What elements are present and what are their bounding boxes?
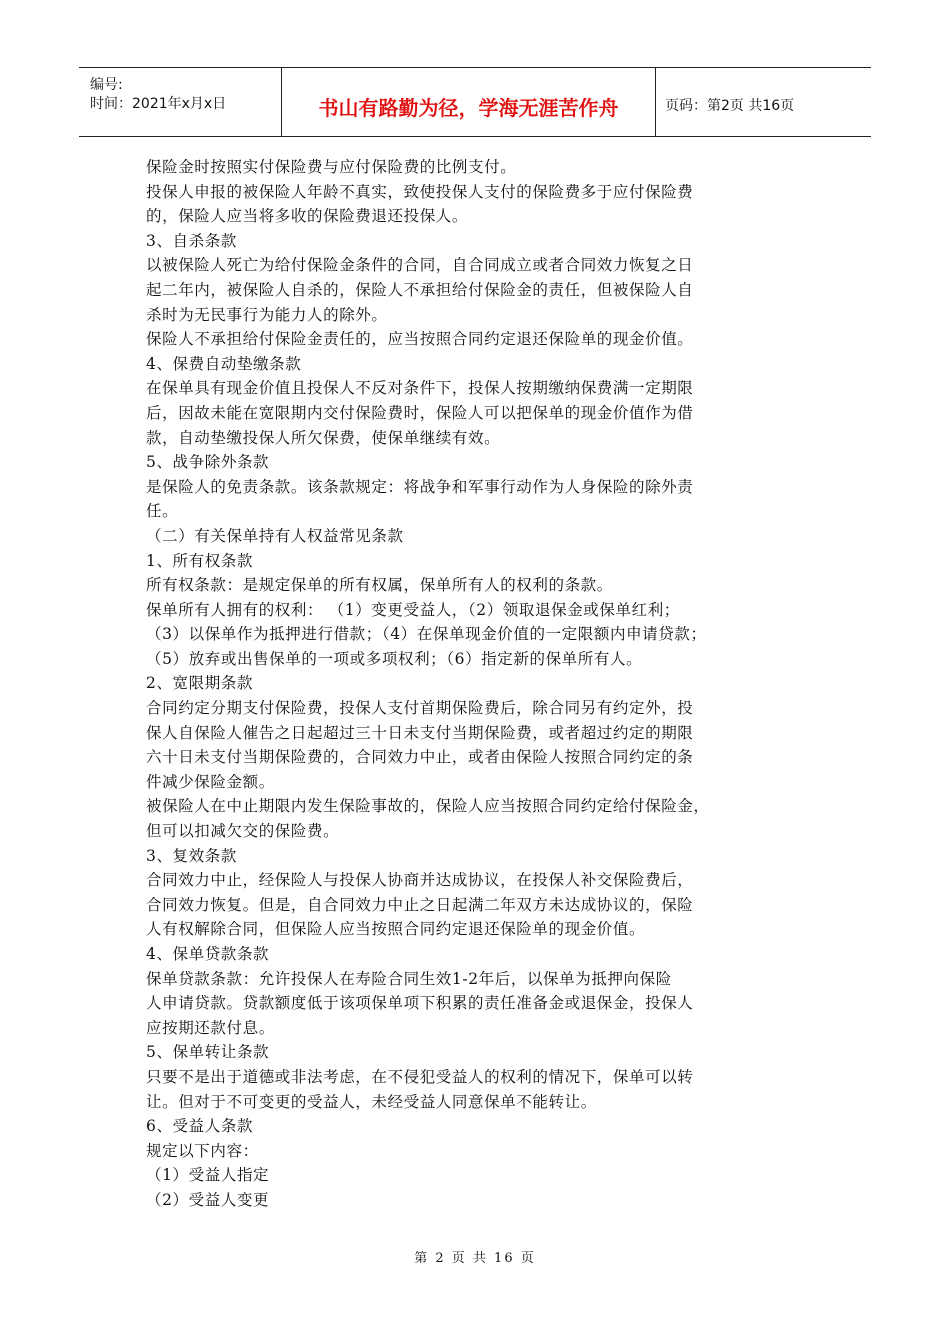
- section-heading: 6、受益人条款: [146, 1117, 254, 1136]
- body-line: 保险人不承担给付保险金责任的，应当按照合同约定退还保险单的现金价值。: [146, 330, 694, 349]
- section-heading: 2、宽限期条款: [146, 674, 254, 693]
- body-line: 应按期还款付息。: [146, 1018, 275, 1037]
- section-heading: （二）有关保单持有人权益常见条款: [146, 526, 404, 545]
- body-line: 投保人申报的被保险人年龄不真实，致使投保人支付的保险费多于应付保险费: [146, 182, 694, 201]
- body-line: 规定以下内容：: [146, 1141, 259, 1160]
- body-line: 六十日未支付当期保险费的，合同效力中止，或者由保险人按照合同约定的条: [146, 748, 694, 767]
- header-motto-cell: [282, 68, 656, 136]
- body-line: 起二年内，被保险人自杀的，保险人不承担给付保险金的责任，但被保险人自: [146, 280, 694, 299]
- body-line: 后，因故未能在宽限期内交付保险费时，保险人可以把保单的现金价值作为借: [146, 403, 694, 422]
- body-line: 保险金时按照实付保险费与应付保险费的比例支付。: [146, 158, 517, 176]
- section-heading: 4、保单贷款条款: [146, 945, 270, 963]
- section-heading: 3、自杀条款: [146, 231, 237, 250]
- page-header: [79, 67, 871, 137]
- body-line: 保单所有人拥有的权利： （1）变更受益人，（2）领取退保金或保单红利；: [146, 600, 680, 619]
- body-line: 只要不是出于道德或非法考虑，在不侵犯受益人的权利的情况下，保单可以转: [146, 1067, 694, 1086]
- body-line: 保单贷款条款：允许投保人在寿险合同生效1-2年后，以保单为抵押向保险: [146, 969, 672, 988]
- section-heading: 5、保单转让条款: [146, 1043, 270, 1062]
- body-line: （2）受益人变更: [146, 1190, 270, 1209]
- body-line: 杀时为无民事行为能力人的除外。: [146, 305, 388, 324]
- section-heading: 5、战争除外条款: [146, 453, 270, 472]
- section-heading: 3、复效条款: [146, 846, 237, 865]
- header-meta-cell: [79, 68, 282, 136]
- document-number-label: 编号:: [90, 77, 123, 93]
- header-motto: 书山有路勤为径，学海无涯苦作舟: [318, 96, 619, 120]
- body-line: 在保单具有现金价值且投保人不反对条件下，投保人按期缴纳保费满一定期限: [146, 379, 694, 398]
- document-time-label: 时间：2021年x月x日: [90, 96, 227, 112]
- body-line: 是保险人的免责条款。该条款规定：将战争和军事行动作为人身保险的除外责: [146, 477, 694, 496]
- body-line: 但可以扣减欠交的保险费。: [146, 822, 340, 841]
- body-line: 合同约定分期支付保险费，投保人支付首期保险费后，除合同另有约定外，投: [146, 699, 694, 718]
- section-heading: 1、所有权条款: [146, 551, 254, 570]
- body-line: 以被保险人死亡为给付保险金条件的合同，自合同成立或者合同效力恢复之日: [146, 256, 694, 275]
- document-body: [146, 155, 816, 1213]
- body-line: 合同效力恢复。但是，自合同效力中止之日起满二年双方未达成协议的，保险: [146, 895, 694, 914]
- body-line: （5）放弃或出售保单的一项或多项权利；（6）指定新的保单所有人。: [146, 649, 643, 668]
- body-line: 件减少保险金额。: [146, 772, 275, 791]
- body-line: 款，自动垫缴投保人所欠保费，使保单继续有效。: [146, 428, 501, 447]
- body-line: 任。: [146, 502, 179, 521]
- body-line: 保人自保险人催告之日起超过三十日未支付当期保险费，或者超过约定的期限: [146, 723, 694, 742]
- body-line: 的，保险人应当将多收的保险费退还投保人。: [146, 207, 469, 226]
- header-page-cell: [656, 68, 871, 136]
- body-line: 被保险人在中止期限内发生保险事故的，保险人应当按照合同约定给付保险金，: [146, 797, 710, 816]
- body-line: 人申请贷款。贷款额度低于该项保单项下积累的责任准备金或退保金，投保人: [146, 994, 694, 1013]
- body-line: （1）受益人指定: [146, 1166, 270, 1185]
- section-heading: 4、保费自动垫缴条款: [146, 354, 302, 373]
- body-line: （3）以保单作为抵押进行借款；（4）在保单现金价值的一定限额内申请贷款；: [146, 625, 707, 644]
- body-line: 让。但对于不可变更的受益人，未经受益人同意保单不能转让。: [146, 1092, 597, 1111]
- body-line: 人有权解除合同，但保险人应当按照合同约定退还保险单的现金价值。: [146, 920, 646, 939]
- page-footer: 第 2 页 共 16 页: [414, 1251, 536, 1266]
- body-line: 所有权条款：是规定保单的所有权属，保单所有人的权利的条款。: [146, 576, 613, 595]
- header-page-number: 页码：第2页 共16页: [665, 98, 795, 114]
- body-line: 合同效力中止，经保险人与投保人协商并达成协议，在投保人补交保险费后，: [146, 871, 694, 890]
